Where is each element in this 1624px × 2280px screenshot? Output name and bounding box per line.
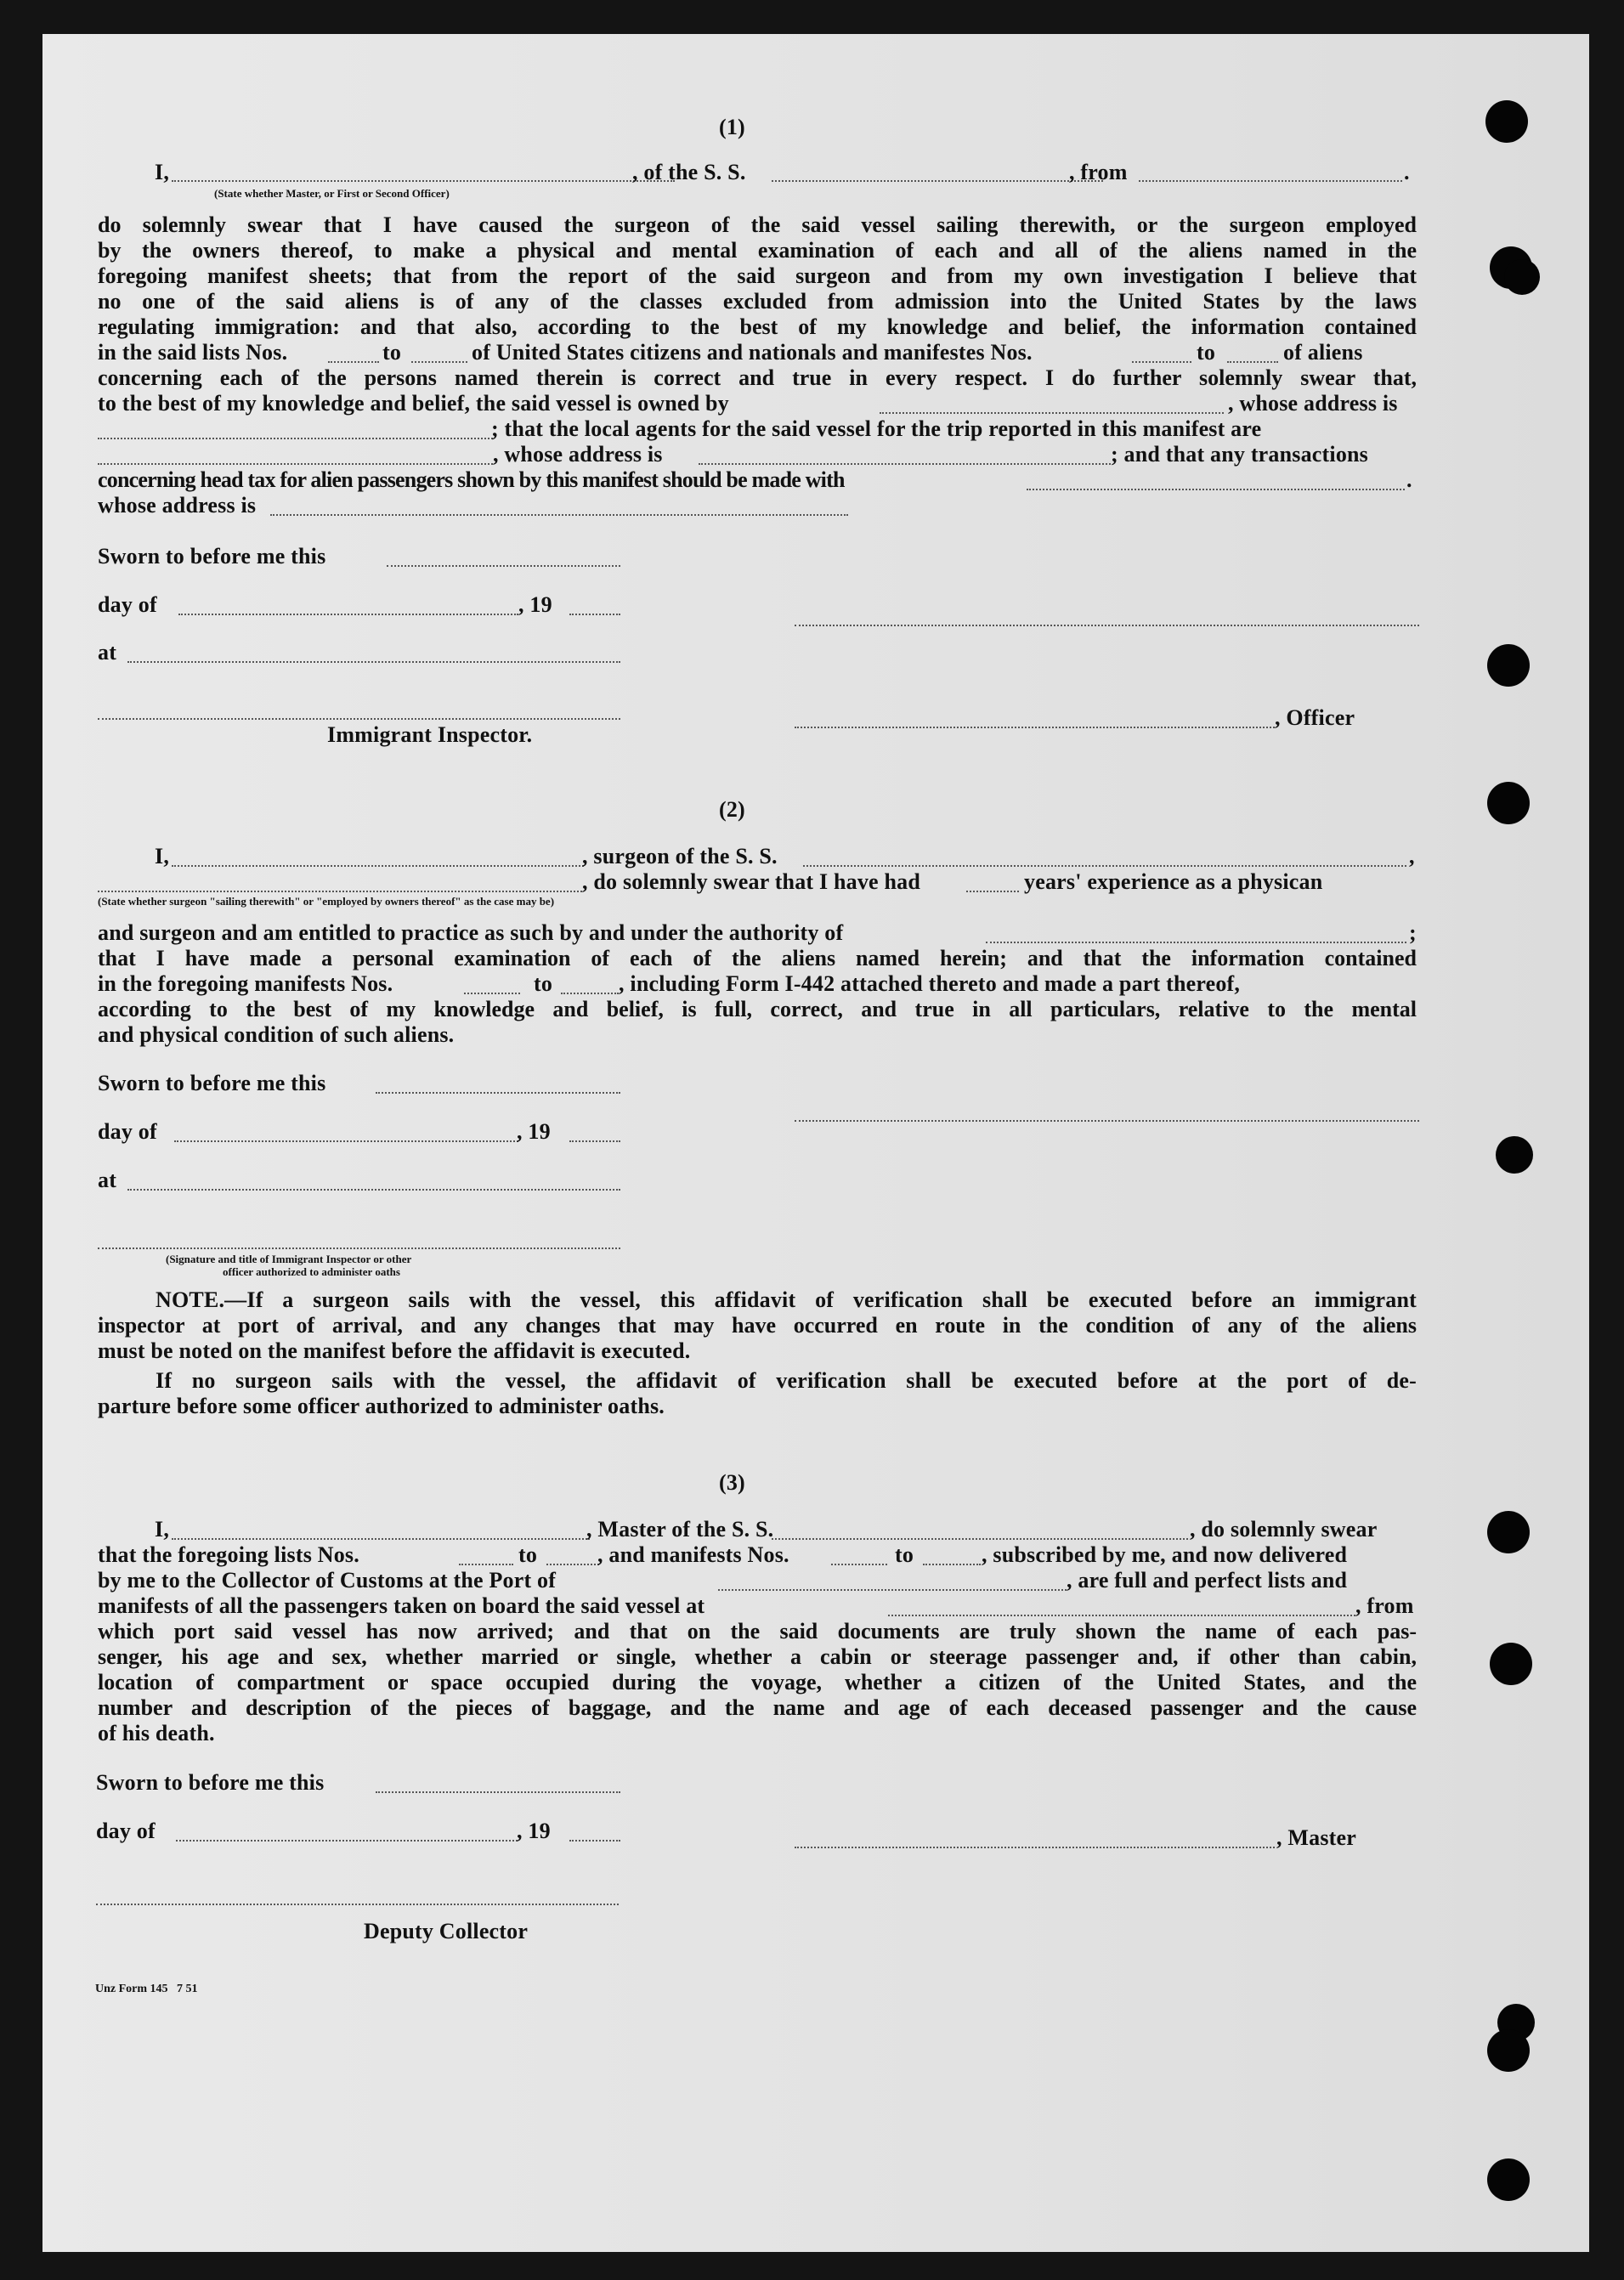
administering-officer-signature-field[interactable] <box>98 1247 620 1249</box>
inspector-label: Immigrant Inspector. <box>327 722 533 747</box>
manifests-to-field[interactable] <box>923 1564 981 1565</box>
affidavit-3-paragraph-line: location of compartment or space occupied during the voyage, whether a citizen of the United States, and the <box>98 1670 1417 1694</box>
from-end: . <box>1404 160 1410 184</box>
binder-hole <box>1504 259 1540 295</box>
manifests-to-field[interactable] <box>1227 361 1278 363</box>
surgeon-status-field[interactable] <box>98 891 582 892</box>
binder-hole <box>1487 782 1530 824</box>
sworn-date-field[interactable] <box>376 1092 620 1094</box>
lists-to-field[interactable] <box>411 361 467 363</box>
affidavit-1-paragraph-line: no one of the said aliens is of any of the classes excluded from admission into the United States by the laws <box>98 289 1417 314</box>
lists-label: that the foregoing lists Nos. <box>98 1542 359 1567</box>
affidavit-1-paragraph-line: do solemnly swear that I have caused the surgeon of the said vessel sailing therewith, or the surgeon employed <box>98 212 1417 237</box>
agents-address-field[interactable] <box>699 463 1111 465</box>
owner-address-label: , whose address is <box>1228 391 1398 416</box>
note-2-line: parture before some officer authorized to administer oaths. <box>98 1394 665 1418</box>
at-field[interactable] <box>127 1189 620 1191</box>
manifests-from-field[interactable] <box>1132 361 1191 363</box>
customs-port-field[interactable] <box>718 1589 1067 1591</box>
master-signature-field[interactable] <box>795 1847 1275 1848</box>
full-perfect-label: , are full and perfect lists and <box>1067 1568 1348 1593</box>
affidavit-2-paragraph-line: according to the best of my knowledge and belief, is full, correct, and true in all particulars, relative to the mental <box>98 997 1417 1021</box>
owner-field[interactable] <box>880 412 1224 414</box>
transactions-label: ; and that any transactions <box>1111 442 1368 467</box>
sworn-label: Sworn to before me this <box>98 544 326 569</box>
affidavit-2-i: I, <box>155 844 170 868</box>
years-experience-field[interactable] <box>966 891 1019 892</box>
binder-hole <box>1496 1136 1533 1174</box>
owner-address-field[interactable] <box>98 438 493 439</box>
collector-label: by me to the Collector of Customs at the Port of <box>98 1568 557 1593</box>
affidavit-2-number: (2) <box>719 797 745 822</box>
day-of-field[interactable] <box>178 614 518 615</box>
form-i442-label: , including Form I-442 attached thereto and made a part thereof, <box>619 971 1241 996</box>
head-tax-contact-field[interactable] <box>1027 489 1405 490</box>
affidavit-1-paragraph-line: by the owners thereof, to make a physical and mental examination of each and all of the aliens named in the <box>98 238 1417 263</box>
binder-hole <box>1487 1511 1530 1553</box>
lists-to-label: to <box>382 340 402 365</box>
signature-note-1: (Signature and title of Immigrant Inspector or other <box>166 1253 412 1265</box>
surgeon-signature-field[interactable] <box>795 1120 1419 1122</box>
binder-hole <box>1487 644 1530 687</box>
affidavit-1-paragraph-line: concerning each of the persons named therein is correct and true in every respect. I do further solemnly swear that, <box>98 365 1417 390</box>
affidavit-3-paragraph-line: senger, his age and sex, whether married or single, whether a cabin or steerage passenger and, if other than cabin, <box>98 1644 1417 1669</box>
at-label: at <box>98 640 117 665</box>
owned-by-label: to the best of my knowledge and belief, the said vessel is owned by <box>98 391 729 416</box>
binder-hole <box>1487 2029 1530 2072</box>
vessel-name-field[interactable] <box>772 180 1103 182</box>
manifests-nos-from-field[interactable] <box>464 993 520 994</box>
from-label: , from <box>1069 160 1128 184</box>
lists-to-label: to <box>518 1542 538 1567</box>
years-label: years' experience as a physican <box>1024 869 1323 894</box>
authority-field[interactable] <box>986 942 1406 943</box>
manifests-to-label: to <box>1197 340 1216 365</box>
year-field[interactable] <box>569 1840 620 1842</box>
surgeon-name-field[interactable] <box>172 865 584 867</box>
head-tax-label: concerning head tax for alien passengers shown by this manifest should be made with <box>98 467 845 492</box>
sworn-date-field[interactable] <box>376 1791 620 1793</box>
day-of-field[interactable] <box>176 1840 518 1842</box>
master-of-label: , Master of the S. S. <box>586 1517 774 1542</box>
year-label: , 19 <box>517 1119 551 1144</box>
affidavit-3-i: I, <box>155 1517 170 1542</box>
year-field[interactable] <box>569 614 620 615</box>
manifests-nos-label: in the foregoing manifests Nos. <box>98 971 393 996</box>
affidavit-1-paragraph-line: regulating immigration: and that also, according to the best of my knowledge and belief, the information contained <box>98 314 1417 339</box>
officer-label: , Officer <box>1275 705 1355 730</box>
master-name-field[interactable] <box>172 1538 590 1540</box>
sworn-date-field[interactable] <box>387 565 620 567</box>
manifests-label: , and manifests Nos. <box>597 1542 789 1567</box>
affidavit-1-paragraph-line: foregoing manifest sheets; that from the report of the said surgeon and from my own investigation I believe that <box>98 263 1417 288</box>
surgeon-vessel-end: , <box>1409 844 1415 868</box>
surgeon-vessel-field[interactable] <box>803 865 1406 867</box>
subscribed-label: , subscribed by me, and now delivered <box>982 1542 1348 1567</box>
affidavit-3-paragraph-line: of his death. <box>98 1721 215 1745</box>
sworn-label: Sworn to before me this <box>98 1071 326 1095</box>
note-line: inspector at port of arrival, and any changes that may have occurred en route in the condition of any of the aliens <box>98 1313 1417 1338</box>
officer-rank-note: (State whether Master, or First or Second Officer) <box>214 187 450 200</box>
local-agents-label: ; that the local agents for the said vessel for the trip reported in this manifest are <box>491 416 1262 441</box>
affidavit-2-paragraph-line: and physical condition of such aliens. <box>98 1022 455 1047</box>
note-line: NOTE.—If a surgeon sails with the vessel, this affidavit of verification shall be executed before an immigrant <box>156 1287 1417 1312</box>
manifests-nos-to-label: to <box>534 971 553 996</box>
note-line: must be noted on the manifest before the affidavit is executed. <box>98 1338 691 1363</box>
at-field[interactable] <box>127 661 620 663</box>
lists-to-field[interactable] <box>546 1564 599 1565</box>
swear-label: , do solemnly swear that I have had <box>582 869 921 894</box>
lists-label: in the said lists Nos. <box>98 340 288 365</box>
master-swear-label: , do solemnly swear <box>1190 1517 1378 1542</box>
manifests-to-label: to <box>895 1542 914 1567</box>
manifests-from-field[interactable] <box>831 1564 887 1565</box>
year-field[interactable] <box>569 1140 620 1142</box>
aliens-label: of aliens <box>1283 340 1363 365</box>
day-of-field[interactable] <box>174 1140 518 1142</box>
head-tax-address-field[interactable] <box>270 514 848 516</box>
affidavit-1-number: (1) <box>719 115 745 139</box>
day-of-label: day of <box>96 1819 156 1843</box>
binder-hole <box>1490 1643 1532 1685</box>
officer-signature-field[interactable] <box>795 727 1275 728</box>
manifests-nos-to-field[interactable] <box>561 993 619 994</box>
affidavit-3-number: (3) <box>719 1470 745 1495</box>
from-label: , from <box>1355 1593 1414 1618</box>
inspector-signature-field[interactable] <box>98 718 620 720</box>
affidavit-3-paragraph-line: number and description of the pieces of baggage, and the name and age of each deceased passenger and the cause <box>98 1695 1417 1720</box>
surgeon-of-label: , surgeon of the S. S. <box>582 844 778 868</box>
day-of-label: day of <box>98 1119 157 1144</box>
deputy-collector-label: Deputy Collector <box>364 1919 529 1943</box>
of-ss-label: , of the S. S. <box>632 160 746 184</box>
signature-note-2: officer authorized to administer oaths <box>223 1265 400 1278</box>
officer-signature-field-upper[interactable] <box>795 625 1419 626</box>
affidavit-3-paragraph-line: which port said vessel has now arrived; and that on the said documents are truly shown the name of each pas- <box>98 1619 1417 1644</box>
lists-from-field[interactable] <box>328 361 379 363</box>
note-2-line: If no surgeon sails with the vessel, the affidavit of verification shall be executed before at the port of de- <box>156 1368 1417 1393</box>
taken-on-board-label: manifests of all the passengers taken on board the said vessel at <box>98 1593 705 1618</box>
officer-rank-field[interactable] <box>172 180 675 182</box>
agents-address-label: , whose address is <box>493 442 663 467</box>
head-tax-end: . <box>1406 467 1412 492</box>
affidavit-2-paragraph-line: that I have made a personal examination of each of the aliens named herein; and that the information contained <box>98 946 1417 970</box>
master-vessel-field[interactable] <box>772 1538 1188 1540</box>
local-agents-field[interactable] <box>98 463 493 465</box>
deputy-collector-signature-field[interactable] <box>96 1904 619 1905</box>
boarding-port-field[interactable] <box>888 1615 1355 1616</box>
affidavit-1-i: I, <box>155 160 170 184</box>
form-sheet <box>42 34 1589 2252</box>
year-label: , 19 <box>517 1819 551 1843</box>
form-number: Unz Form 145 7 51 <box>95 1983 198 1995</box>
sworn-label: Sworn to before me this <box>96 1770 325 1795</box>
binder-hole <box>1485 100 1528 143</box>
at-label: at <box>98 1168 117 1192</box>
master-label: , Master <box>1276 1825 1356 1850</box>
head-tax-address-label: whose address is <box>98 493 257 518</box>
authority-end: ; <box>1409 920 1417 945</box>
binder-hole <box>1487 2158 1530 2201</box>
surgeon-status-note: (State whether surgeon "sailing therewith" or "employed by owners thereof" as the case may be) <box>98 895 555 908</box>
lists-from-field[interactable] <box>459 1564 513 1565</box>
citizens-label: of United States citizens and nationals and manifestes Nos. <box>472 340 1033 365</box>
year-label: , 19 <box>518 592 552 617</box>
day-of-label: day of <box>98 592 157 617</box>
from-port-field[interactable] <box>1139 180 1402 182</box>
authority-label: and surgeon and am entitled to practice as such by and under the authority of <box>98 920 844 945</box>
